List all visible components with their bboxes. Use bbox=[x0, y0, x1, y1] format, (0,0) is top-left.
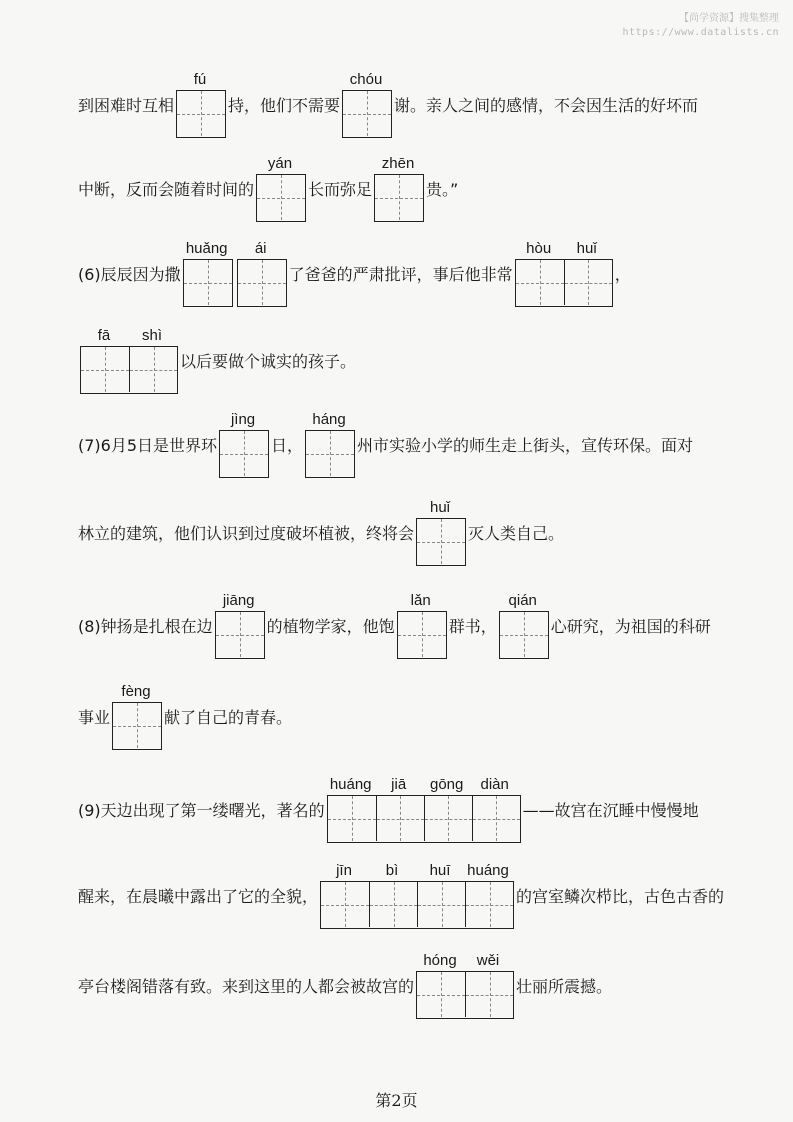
answer-blank bbox=[515, 238, 613, 307]
pinyin-row bbox=[237, 238, 287, 259]
sentence-text: 州市实验小学的师生走上街头，宣传环保。面对 bbox=[357, 436, 694, 455]
writing-box[interactable] bbox=[417, 972, 465, 1017]
sentence-text: 的植物学家，他饱 bbox=[266, 617, 395, 636]
writing-box[interactable] bbox=[81, 347, 129, 392]
answer-blank bbox=[327, 774, 521, 843]
writing-box[interactable] bbox=[376, 796, 424, 841]
tianzige-grid bbox=[219, 430, 269, 478]
pinyin-row bbox=[80, 325, 178, 346]
tianzige-grid bbox=[80, 346, 178, 394]
sentence-text: 壮丽所震撼。 bbox=[516, 977, 613, 996]
pinyin-row bbox=[499, 590, 549, 611]
sentence-text: 事业 bbox=[78, 708, 111, 727]
sentence-text: 亭台楼阁错落有致。来到这里的人都会被故宫的 bbox=[78, 977, 415, 996]
pinyin-label: jìng bbox=[230, 411, 256, 428]
tianzige-grid bbox=[416, 518, 466, 566]
answer-blank bbox=[342, 69, 392, 138]
sentence-text: ——故宫在沉睡中慢慢地 bbox=[522, 801, 699, 820]
writing-box[interactable] bbox=[472, 796, 520, 841]
sentence-text: 日， bbox=[271, 436, 304, 455]
sentence-text: 献了自己的青春。 bbox=[164, 708, 293, 727]
exercise-line bbox=[78, 411, 694, 478]
sentence-text: (9)天边出现了第一缕曙光，著名的 bbox=[78, 801, 325, 820]
sentence-text: 长而弥足 bbox=[308, 180, 373, 199]
pinyin-row bbox=[112, 681, 162, 702]
writing-box[interactable] bbox=[516, 260, 564, 305]
answer-blank bbox=[237, 238, 287, 307]
pinyin-row bbox=[515, 238, 613, 259]
pinyin-label: gōng bbox=[429, 776, 464, 793]
pinyin-label: wěi bbox=[476, 952, 500, 969]
writing-box[interactable] bbox=[375, 175, 423, 220]
writing-box[interactable] bbox=[424, 796, 472, 841]
pinyin-row bbox=[215, 590, 265, 611]
writing-box[interactable] bbox=[500, 612, 548, 657]
pinyin-label: fā bbox=[97, 327, 111, 344]
tianzige-grid bbox=[397, 611, 447, 659]
exercise-line bbox=[78, 499, 565, 566]
pinyin-row bbox=[374, 153, 424, 174]
answer-blank bbox=[80, 325, 178, 394]
sentence-text: 了爸爸的严肃批评，事后他非常 bbox=[288, 265, 513, 284]
pinyin-row bbox=[416, 950, 514, 971]
writing-box[interactable] bbox=[238, 260, 286, 305]
pinyin-row bbox=[320, 860, 514, 881]
exercise-line bbox=[78, 776, 699, 843]
pinyin-label: fèng bbox=[121, 683, 151, 700]
exercise-line bbox=[78, 952, 613, 1019]
pinyin-row bbox=[256, 153, 306, 174]
watermark bbox=[623, 12, 780, 40]
tianzige-grid bbox=[374, 174, 424, 222]
tianzige-grid bbox=[499, 611, 549, 659]
pinyin-row bbox=[416, 497, 466, 518]
pinyin-label: hóng bbox=[423, 952, 457, 969]
sentence-text: 到困难时互相 bbox=[78, 96, 175, 115]
tianzige-grid bbox=[112, 702, 162, 750]
pinyin-row bbox=[327, 774, 521, 795]
pinyin-label: zhēn bbox=[381, 155, 415, 172]
answer-blank bbox=[416, 950, 514, 1019]
tianzige-grid bbox=[237, 259, 287, 307]
pinyin-label: jiāng bbox=[222, 592, 255, 609]
sentence-text: 林立的建筑，他们认识到过度破坏植被，终将会 bbox=[78, 524, 415, 543]
tianzige-grid bbox=[176, 90, 226, 138]
sentence-text: 心研究，为祖国的科研 bbox=[550, 617, 711, 636]
tianzige-grid bbox=[256, 174, 306, 222]
exercise-line bbox=[78, 683, 293, 750]
writing-box[interactable] bbox=[417, 882, 465, 927]
pinyin-label: bì bbox=[385, 862, 399, 879]
pinyin-label: huǎng bbox=[185, 240, 228, 257]
pinyin-label: qián bbox=[508, 592, 537, 609]
sentence-text: 以后要做个诚实的孩子。 bbox=[180, 352, 357, 371]
sentence-text: 群书， bbox=[448, 617, 497, 636]
answer-blank bbox=[305, 409, 355, 478]
exercise-line bbox=[78, 71, 699, 138]
pinyin-label: huáng bbox=[467, 862, 509, 879]
sentence-text: 醒来，在晨曦中露出了它的全貌， bbox=[78, 887, 319, 906]
pinyin-row bbox=[176, 69, 226, 90]
answer-blank bbox=[256, 153, 306, 222]
writing-box[interactable] bbox=[113, 703, 161, 748]
writing-box[interactable] bbox=[257, 175, 305, 220]
sentence-text: 中断，反而会随着时间的 bbox=[78, 180, 255, 199]
writing-box[interactable] bbox=[220, 431, 268, 476]
pinyin-label: hòu bbox=[526, 240, 552, 257]
answer-blank bbox=[176, 69, 226, 138]
sentence-text: 贵。” bbox=[426, 180, 459, 199]
pinyin-label: huǐ bbox=[430, 499, 451, 516]
writing-box[interactable] bbox=[184, 260, 232, 305]
writing-box[interactable] bbox=[321, 882, 369, 927]
answer-blank bbox=[397, 590, 447, 659]
sentence-text: 的宫室鳞次栉比，古色古香的 bbox=[516, 887, 725, 906]
answer-blank bbox=[112, 681, 162, 750]
pinyin-label: jiā bbox=[391, 776, 407, 793]
writing-box[interactable] bbox=[417, 519, 465, 564]
pinyin-label: shì bbox=[141, 327, 162, 344]
sentence-text: (7)6月5日是世界环 bbox=[78, 436, 218, 455]
page-number: 第2页 bbox=[375, 1091, 418, 1110]
tianzige-grid bbox=[515, 259, 613, 307]
writing-box[interactable] bbox=[343, 91, 391, 136]
sentence-text: 灭人类自己。 bbox=[468, 524, 565, 543]
writing-box[interactable] bbox=[564, 260, 612, 305]
pinyin-label: yán bbox=[267, 155, 293, 172]
tianzige-grid bbox=[416, 971, 514, 1019]
writing-box[interactable] bbox=[465, 972, 513, 1017]
answer-blank bbox=[183, 238, 233, 307]
sentence-text: ， bbox=[614, 265, 631, 284]
tianzige-grid bbox=[327, 795, 521, 843]
tianzige-grid bbox=[342, 90, 392, 138]
pinyin-label: fú bbox=[193, 71, 207, 88]
sentence-text: 谢。亲人之间的感情，不会因生活的好坏而 bbox=[394, 96, 699, 115]
tianzige-grid bbox=[183, 259, 233, 307]
tianzige-grid bbox=[305, 430, 355, 478]
pinyin-label: lǎn bbox=[410, 592, 431, 609]
pinyin-label: diàn bbox=[480, 776, 509, 793]
answer-blank bbox=[499, 590, 549, 659]
writing-box[interactable] bbox=[369, 882, 417, 927]
pinyin-row bbox=[342, 69, 392, 90]
pinyin-label: háng bbox=[312, 411, 346, 428]
pinyin-label: huáng bbox=[329, 776, 372, 793]
answer-blank bbox=[320, 860, 514, 929]
pinyin-row bbox=[305, 409, 355, 430]
writing-box[interactable] bbox=[216, 612, 264, 657]
answer-blank bbox=[374, 153, 424, 222]
writing-box[interactable] bbox=[398, 612, 446, 657]
pinyin-label: huī bbox=[429, 862, 451, 879]
exercise-line bbox=[78, 862, 725, 929]
sentence-text: (8)钟扬是扎根在边 bbox=[78, 617, 213, 636]
answer-blank bbox=[215, 590, 265, 659]
writing-box[interactable] bbox=[465, 882, 513, 927]
pinyin-row bbox=[219, 409, 269, 430]
pinyin-label: chóu bbox=[349, 71, 383, 88]
pinyin-row bbox=[397, 590, 447, 611]
tianzige-grid bbox=[320, 881, 514, 929]
watermark-title: 【尚学资源】搜集整理 bbox=[679, 13, 779, 24]
writing-box[interactable] bbox=[177, 91, 225, 136]
exercise-line bbox=[78, 327, 357, 394]
pinyin-label: huǐ bbox=[576, 240, 597, 257]
tianzige-grid bbox=[215, 611, 265, 659]
watermark-url: https://www.datalists.cn bbox=[622, 27, 779, 38]
sentence-text: 持，他们不需要 bbox=[228, 96, 341, 115]
sentence-text: (6)辰辰因为撒 bbox=[78, 265, 181, 284]
pinyin-label: ái bbox=[254, 240, 267, 257]
writing-box[interactable] bbox=[129, 347, 177, 392]
writing-box[interactable] bbox=[306, 431, 354, 476]
pinyin-label: jīn bbox=[336, 862, 352, 879]
writing-box[interactable] bbox=[328, 796, 376, 841]
exercise-line bbox=[78, 592, 711, 659]
pinyin-row bbox=[183, 238, 233, 259]
exercise-line bbox=[78, 155, 459, 222]
answer-blank bbox=[219, 409, 269, 478]
exercise-line bbox=[78, 240, 631, 307]
answer-blank bbox=[416, 497, 466, 566]
